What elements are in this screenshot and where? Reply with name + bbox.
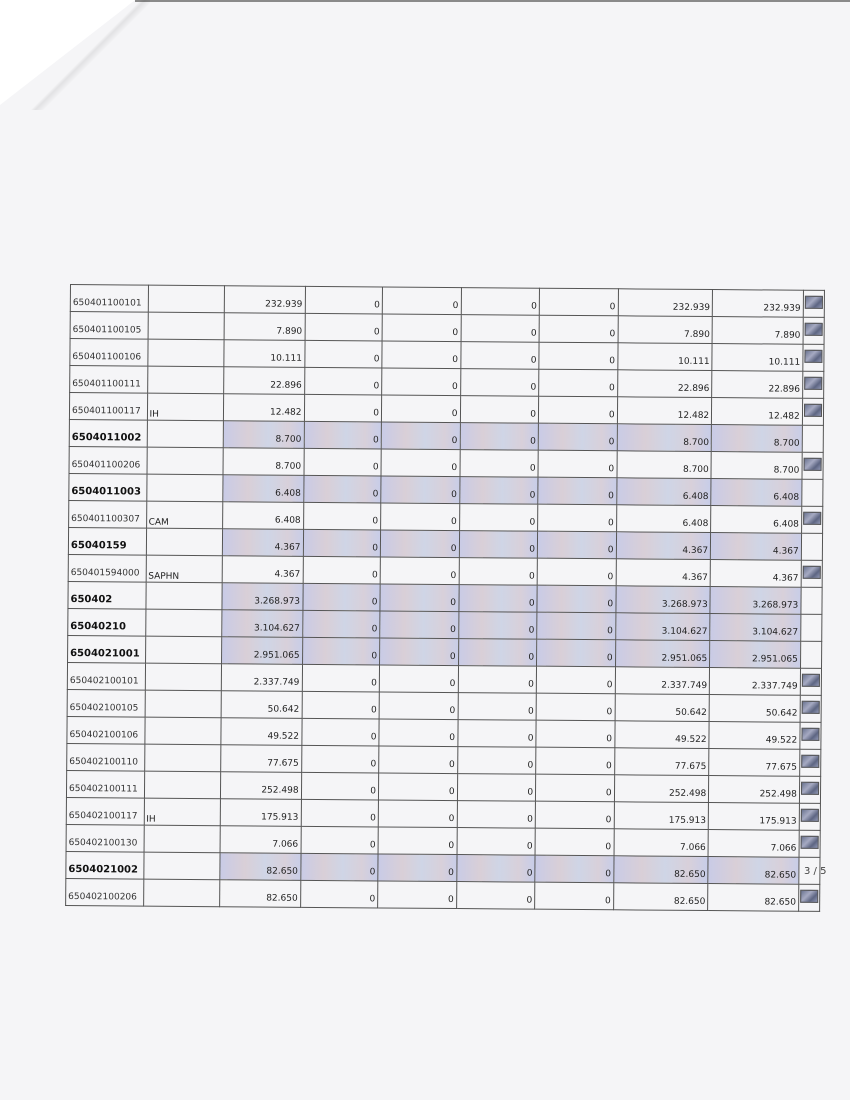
account-code-cell: 650402100110 [67,743,145,771]
value-cell-7: 7.890 [712,317,803,345]
value-cell-3: 0 [379,665,458,693]
value-cell-4: 0 [457,801,536,829]
value-cell-5: 0 [538,450,617,478]
value-cell-6: 82.650 [613,883,708,911]
thumbnail-icon [803,512,821,525]
value-cell-2: 0 [301,826,379,854]
value-cell-3: 0 [381,503,460,531]
account-code-cell: 650402100111 [66,770,144,798]
value-cell-7: 6.408 [711,506,802,534]
account-code-cell: 6504011003 [69,473,147,501]
icon-cell [798,884,819,911]
icon-cell [800,641,821,668]
value-cell-1: 7.890 [224,313,305,341]
value-cell-5: 0 [539,288,618,316]
value-cell-7: 8.700 [711,452,802,480]
value-cell-7: 8.700 [711,425,802,453]
value-cell-5: 0 [539,315,618,343]
value-cell-1: 7.066 [220,826,301,854]
value-cell-2: 0 [300,880,378,908]
value-cell-2: 0 [303,502,381,530]
account-code-cell: 650402100206 [66,878,144,906]
value-cell-5: 0 [535,801,614,829]
value-cell-5: 0 [538,504,617,532]
category-cell [143,852,220,880]
thumbnail-icon [800,890,818,903]
value-cell-3: 0 [381,395,460,423]
value-cell-6: 10.111 [617,343,712,371]
account-code-cell: 650402100106 [67,716,145,744]
value-cell-6: 50.642 [615,694,710,722]
value-cell-1: 12.482 [223,394,304,422]
value-cell-7: 6.408 [711,479,802,507]
value-cell-6: 8.700 [617,424,712,452]
value-cell-4: 0 [459,558,538,586]
thumbnail-icon [801,755,819,768]
category-cell [145,663,222,691]
value-cell-2: 0 [304,340,382,368]
value-cell-1: 4.367 [222,556,303,584]
value-cell-5: 0 [536,774,615,802]
value-cell-7: 77.675 [709,749,800,777]
icon-cell [800,695,821,722]
value-cell-4: 0 [458,639,537,667]
value-cell-5: 0 [538,423,617,451]
value-cell-4: 0 [458,612,537,640]
value-cell-5: 0 [535,882,614,910]
account-code-cell: 650402100130 [66,824,144,852]
thumbnail-icon [802,674,820,687]
value-cell-4: 0 [460,396,539,424]
category-cell [147,339,224,367]
value-cell-4: 0 [457,720,536,748]
value-cell-2: 0 [303,556,381,584]
value-cell-2: 0 [305,286,383,314]
value-cell-6: 7.066 [614,829,709,857]
icon-cell [802,398,823,425]
value-cell-4: 0 [457,774,536,802]
value-cell-1: 252.498 [220,772,301,800]
thumbnail-icon [804,404,822,417]
value-cell-5: 0 [536,720,615,748]
value-cell-2: 0 [302,610,380,638]
category-cell [147,420,224,448]
value-cell-6: 4.367 [616,559,711,587]
value-cell-1: 22.896 [224,367,305,395]
category-cell [145,582,222,610]
value-cell-6: 175.913 [614,802,709,830]
value-cell-3: 0 [378,800,457,828]
account-code-cell: 650401100206 [69,446,147,474]
account-code-cell: 650401100105 [70,312,148,340]
value-cell-7: 3.104.627 [710,614,801,642]
icon-cell [802,452,823,479]
icon-cell [801,560,822,587]
value-cell-6: 49.522 [614,721,709,749]
value-cell-7: 7.066 [708,830,799,858]
icon-cell [802,425,823,452]
value-cell-6: 6.408 [616,478,711,506]
value-cell-1: 8.700 [223,448,304,476]
value-cell-4: 0 [458,693,537,721]
value-cell-1: 82.650 [220,880,301,908]
account-code-cell: 6504011002 [69,419,147,447]
value-cell-5: 0 [537,585,616,613]
category-cell [145,690,222,718]
account-code-cell: 650402100101 [67,662,145,690]
value-cell-2: 0 [303,475,381,503]
category-cell [145,636,222,664]
thumbnail-icon [802,701,820,714]
value-cell-7: 82.650 [708,884,799,912]
value-cell-2: 0 [304,448,382,476]
value-cell-5: 0 [537,639,616,667]
value-cell-3: 0 [380,611,459,639]
value-cell-2: 0 [304,421,382,449]
value-cell-6: 77.675 [614,748,709,776]
value-cell-7: 175.913 [708,803,799,831]
value-cell-1: 232.939 [224,286,305,314]
table-body [66,285,825,912]
account-code-cell: 650401100101 [70,285,148,313]
value-cell-6: 12.482 [617,397,712,425]
value-cell-3: 0 [380,584,459,612]
value-cell-4: 0 [456,855,535,883]
value-cell-7: 22.896 [712,371,803,399]
value-cell-4: 0 [459,504,538,532]
value-cell-6: 232.939 [618,289,713,317]
category-cell [144,771,221,799]
icon-cell [799,830,820,857]
value-cell-4: 0 [459,531,538,559]
value-cell-6: 7.890 [618,316,713,344]
value-cell-6: 22.896 [617,370,712,398]
value-cell-6: 2.337.749 [615,667,710,695]
value-cell-2: 0 [301,745,379,773]
value-cell-6: 8.700 [617,451,712,479]
icon-cell [801,587,822,614]
thumbnail-icon [804,377,822,390]
value-cell-5: 0 [539,342,618,370]
value-cell-6: 2.951.065 [615,640,710,668]
icon-cell [799,776,820,803]
value-cell-3: 0 [381,449,460,477]
category-cell: IH [144,798,221,826]
page-number: 3 / 5 [804,866,827,877]
value-cell-1: 10.111 [224,340,305,368]
value-cell-5: 0 [537,531,616,559]
value-cell-1: 82.650 [220,853,301,881]
account-code-cell: 650401100307 [69,500,147,528]
value-cell-2: 0 [301,799,379,827]
table-row [66,878,820,911]
value-cell-1: 50.642 [221,691,302,719]
value-cell-7: 12.482 [712,398,803,426]
account-code-cell: 650402 [68,581,146,609]
account-code-cell: 650401100111 [70,366,148,394]
value-cell-1: 2.337.749 [221,664,302,692]
value-cell-3: 0 [379,746,458,774]
value-cell-2: 0 [302,664,380,692]
value-cell-2: 0 [304,394,382,422]
account-code-cell: 650401100117 [69,393,147,421]
value-cell-2: 0 [301,718,379,746]
page-edge-line [135,0,850,2]
value-cell-3: 0 [380,638,459,666]
thumbnail-icon [801,809,819,822]
value-cell-4: 0 [461,288,540,316]
value-cell-6: 3.104.627 [615,613,710,641]
value-cell-6: 82.650 [613,856,708,884]
value-cell-1: 6.408 [223,475,304,503]
value-cell-4: 0 [456,882,535,910]
data-table [65,284,825,912]
value-cell-7: 10.111 [712,344,803,372]
thumbnail-icon [804,350,822,363]
thumbnail-icon [801,728,819,741]
value-cell-4: 0 [460,423,539,451]
value-cell-7: 2.951.065 [710,641,801,669]
value-cell-3: 0 [378,773,457,801]
value-cell-7: 2.337.749 [709,668,800,696]
value-cell-4: 0 [460,342,539,370]
icon-cell [801,614,822,641]
value-cell-4: 0 [461,315,540,343]
account-code-cell: 65040159 [68,527,146,555]
value-cell-7: 3.268.973 [710,587,801,615]
thumbnail-icon [800,836,818,849]
value-cell-3: 0 [381,476,460,504]
value-cell-3: 0 [382,314,461,342]
account-code-cell: 65040210 [68,608,146,636]
icon-cell [803,317,824,344]
icon-cell [799,803,820,830]
value-cell-6: 3.268.973 [616,586,711,614]
value-cell-2: 0 [300,853,378,881]
value-cell-7: 4.367 [711,533,802,561]
value-cell-6: 252.498 [614,775,709,803]
category-cell [144,825,221,853]
value-cell-3: 0 [378,854,457,882]
value-cell-1: 4.367 [222,529,303,557]
value-cell-2: 0 [302,583,380,611]
value-cell-3: 0 [380,530,459,558]
value-cell-7: 49.522 [709,722,800,750]
value-cell-7: 252.498 [709,776,800,804]
account-code-cell: 650401100106 [70,339,148,367]
icon-cell [800,722,821,749]
category-cell: IH [147,393,224,421]
value-cell-3: 0 [381,422,460,450]
icon-cell [803,290,824,317]
value-cell-4: 0 [460,450,539,478]
value-cell-3: 0 [380,557,459,585]
value-cell-5: 0 [535,828,614,856]
value-cell-2: 0 [303,529,381,557]
category-cell [144,744,221,772]
value-cell-5: 0 [536,693,615,721]
value-cell-1: 175.913 [220,799,301,827]
value-cell-5: 0 [536,747,615,775]
category-cell [148,285,225,313]
category-cell [145,609,222,637]
icon-cell [800,668,821,695]
value-cell-5: 0 [537,612,616,640]
value-cell-5: 0 [537,558,616,586]
value-cell-2: 0 [301,772,379,800]
account-code-cell: 650402100117 [66,797,144,825]
value-cell-5: 0 [535,855,614,883]
value-cell-7: 82.650 [708,857,799,885]
value-cell-4: 0 [458,585,537,613]
value-cell-4: 0 [459,477,538,505]
account-code-cell: 6504021001 [68,635,146,663]
value-cell-1: 49.522 [221,718,302,746]
value-cell-4: 0 [457,747,536,775]
value-cell-6: 6.408 [616,505,711,533]
value-cell-4: 0 [458,666,537,694]
value-cell-3: 0 [378,827,457,855]
value-cell-4: 0 [457,828,536,856]
value-cell-1: 2.951.065 [222,637,303,665]
value-cell-5: 0 [539,369,618,397]
value-cell-2: 0 [305,313,383,341]
category-cell [146,474,223,502]
value-cell-3: 0 [382,368,461,396]
category-cell: CAM [146,501,223,529]
category-cell [143,879,220,907]
value-cell-5: 0 [538,396,617,424]
value-cell-2: 0 [302,637,380,665]
account-code-cell: 6504021002 [66,851,144,879]
value-cell-1: 6.408 [223,502,304,530]
category-cell [146,528,223,556]
value-cell-7: 232.939 [712,290,803,318]
icon-cell [802,371,823,398]
value-cell-3: 0 [378,881,457,909]
value-cell-3: 0 [379,692,458,720]
thumbnail-icon [803,458,821,471]
value-cell-4: 0 [460,369,539,397]
value-cell-1: 3.268.973 [222,583,303,611]
thumbnail-icon [805,323,823,336]
value-cell-3: 0 [382,287,461,315]
category-cell [147,366,224,394]
icon-cell [801,533,822,560]
value-cell-2: 0 [302,691,380,719]
value-cell-3: 0 [379,719,458,747]
value-cell-5: 0 [536,666,615,694]
icon-cell [799,749,820,776]
value-cell-2: 0 [304,367,382,395]
icon-cell [803,344,824,371]
category-cell [147,447,224,475]
thumbnail-icon [805,296,823,309]
icon-cell [802,479,823,506]
account-code-cell: 650402100105 [67,689,145,717]
thumbnail-icon [801,782,819,795]
value-cell-6: 4.367 [616,532,711,560]
value-cell-3: 0 [382,341,461,369]
value-cell-1: 8.700 [223,421,304,449]
value-cell-1: 77.675 [221,745,302,773]
category-cell: SAPHN [146,555,223,583]
value-cell-7: 4.367 [710,560,801,588]
value-cell-7: 50.642 [709,695,800,723]
value-cell-1: 3.104.627 [222,610,303,638]
category-cell [144,717,221,745]
thumbnail-icon [803,566,821,579]
value-cell-5: 0 [538,477,617,505]
category-cell [148,312,225,340]
folded-corner [0,0,135,105]
account-code-cell: 650401594000 [68,554,146,582]
icon-cell [801,506,822,533]
